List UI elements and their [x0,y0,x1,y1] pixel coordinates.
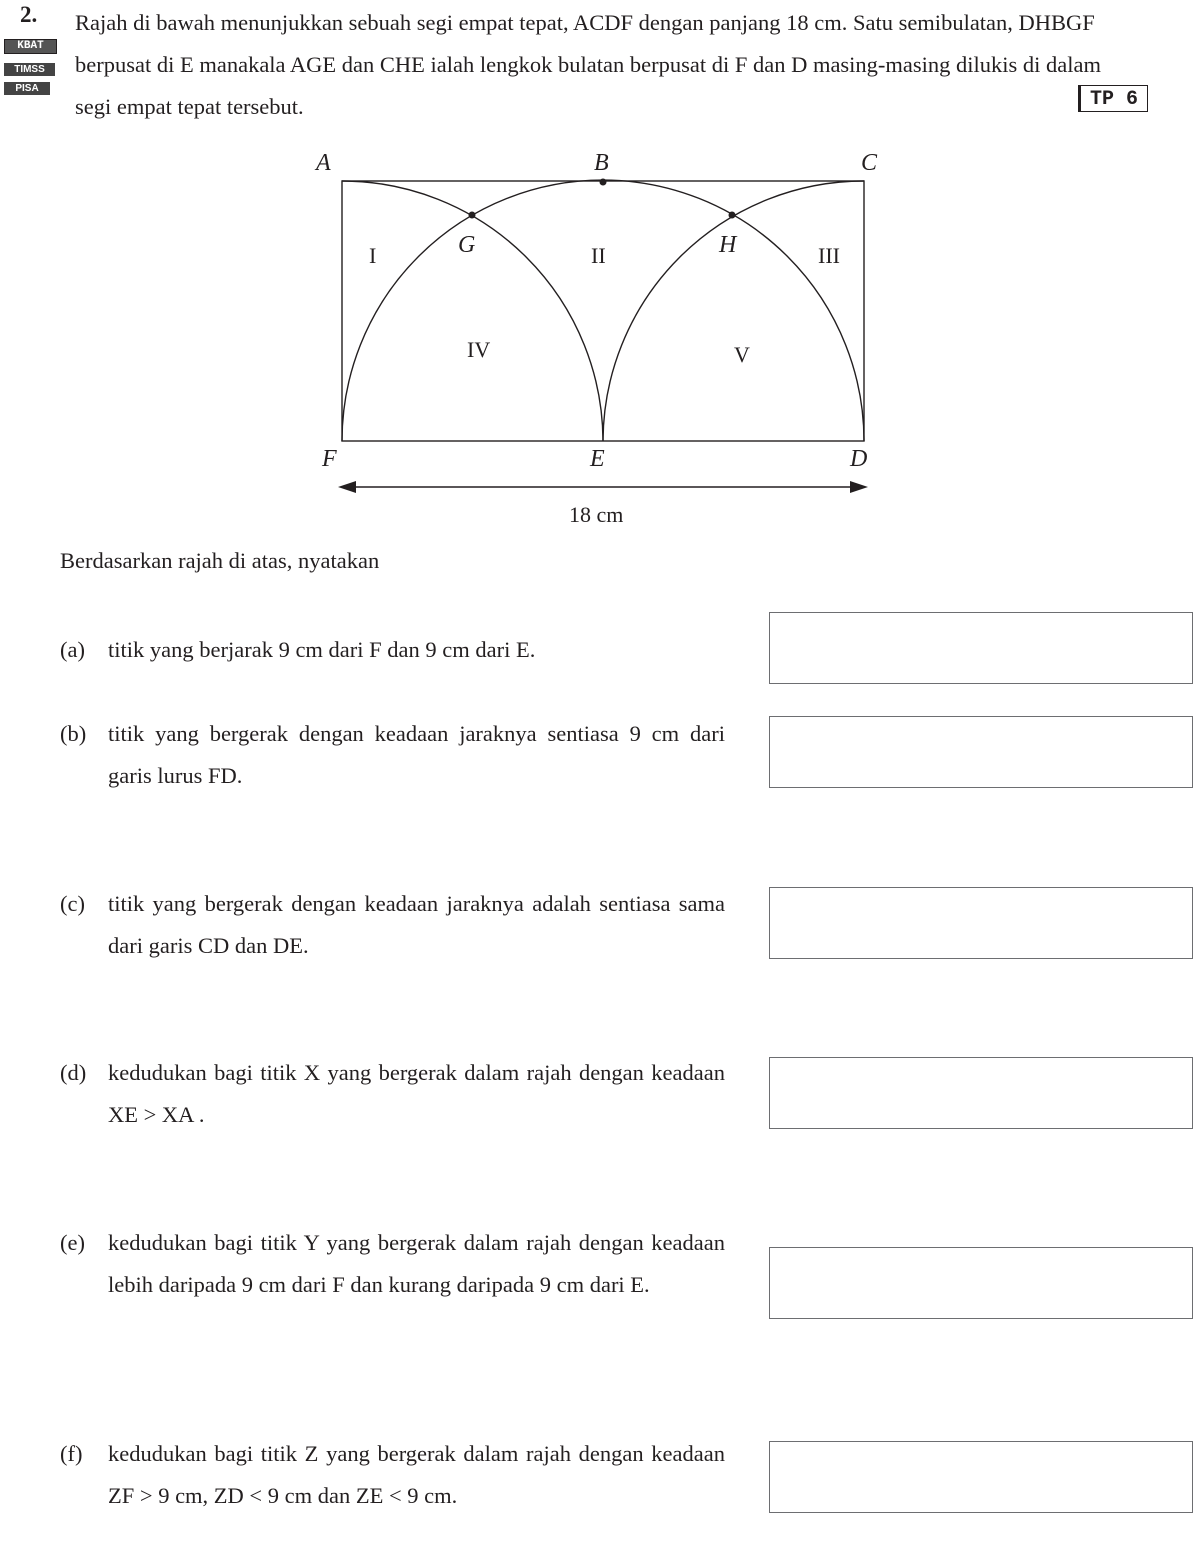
answer-box-b[interactable] [769,716,1193,788]
level-badge: TP 6 [1078,85,1148,112]
dimension-arrow-right [850,481,868,493]
dimension-arrow-left [338,481,356,493]
question-part-d [60,1052,725,1136]
intro-line-1: Rajah di bawah menunjukkan sebuah segi empat tepat, ACDF dengan panjang 18 cm. Satu semibulatan, DHBGF [75,10,1095,35]
region-label-3: III [818,243,840,268]
answer-box-d[interactable] [769,1057,1193,1129]
label-d: D [850,446,868,472]
label-c: C [861,150,878,176]
geometry-figure [0,0,1200,540]
part-text: kedudukan bagi titik Y yang bergerak dalam rajah dengan keadaan lebih daripada 9 cm dari F dan kurang daripada 9 cm dari E. [108,1230,725,1297]
intro-line-2: berpusat di E manakala AGE dan CHE ialah lengkok bulatan berpusat di F dan D masing-masing dilukis di dalam [75,52,1102,77]
label-f: F [322,446,337,472]
dimension-label: 18 cm [569,502,624,527]
part-text: titik yang bergerak dengan keadaan jaraknya sentiasa 9 cm dari garis lurus FD. [108,721,725,788]
answer-box-e[interactable] [769,1247,1193,1319]
part-label: (d) [60,1060,87,1085]
label-a: A [316,150,331,176]
point-g-dot [469,212,476,219]
intro-line-3: segi empat tepat tersebut. [75,94,304,119]
part-text: kedudukan bagi titik Z yang bergerak dalam rajah dengan keadaan ZF > 9 cm, ZD < 9 cm dan ZE < 9 cm. [108,1441,725,1508]
part-text: titik yang berjarak 9 cm dari F dan 9 cm dari E. [108,637,536,662]
kbat-badge: KBAT [4,39,57,54]
rectangle-acdf [342,181,864,441]
part-label: (a) [60,637,85,662]
question-part-a [60,629,725,671]
answer-box-c[interactable] [769,887,1193,959]
region-label-1: I [369,243,377,268]
label-h: H [719,232,737,258]
part-text: titik yang bergerak dengan keadaan jaraknya adalah sentiasa sama dari garis CD dan DE. [108,891,725,958]
region-label-4: IV [467,337,491,362]
part-label: (e) [60,1230,85,1255]
timss-badge: TIMSS [4,63,55,76]
question-part-e [60,1222,725,1306]
arc-age [342,181,603,441]
part-label: (b) [60,721,87,746]
arc-che [603,181,864,441]
region-label-5: V [734,342,750,367]
prompt-text: Berdasarkan rajah di atas, nyatakan [60,548,380,573]
part-text: kedudukan bagi titik X yang bergerak dalam rajah dengan keadaan XE > XA . [108,1060,725,1127]
pisa-badge: PISA [4,82,50,95]
question-part-c [60,883,725,967]
label-e: E [590,446,605,472]
point-b-dot [600,179,607,186]
label-g: G [458,232,476,258]
region-label-2: II [591,243,606,268]
question-part-b [60,713,725,797]
point-h-dot [729,212,736,219]
part-label: (f) [60,1441,83,1466]
semicircle-dhbgf [342,180,864,441]
answer-box-f[interactable] [769,1441,1193,1513]
question-part-f [60,1433,725,1517]
label-b: B [594,150,609,176]
answer-box-a[interactable] [769,612,1193,684]
question-number: 2. [20,2,38,27]
part-label: (c) [60,891,85,916]
